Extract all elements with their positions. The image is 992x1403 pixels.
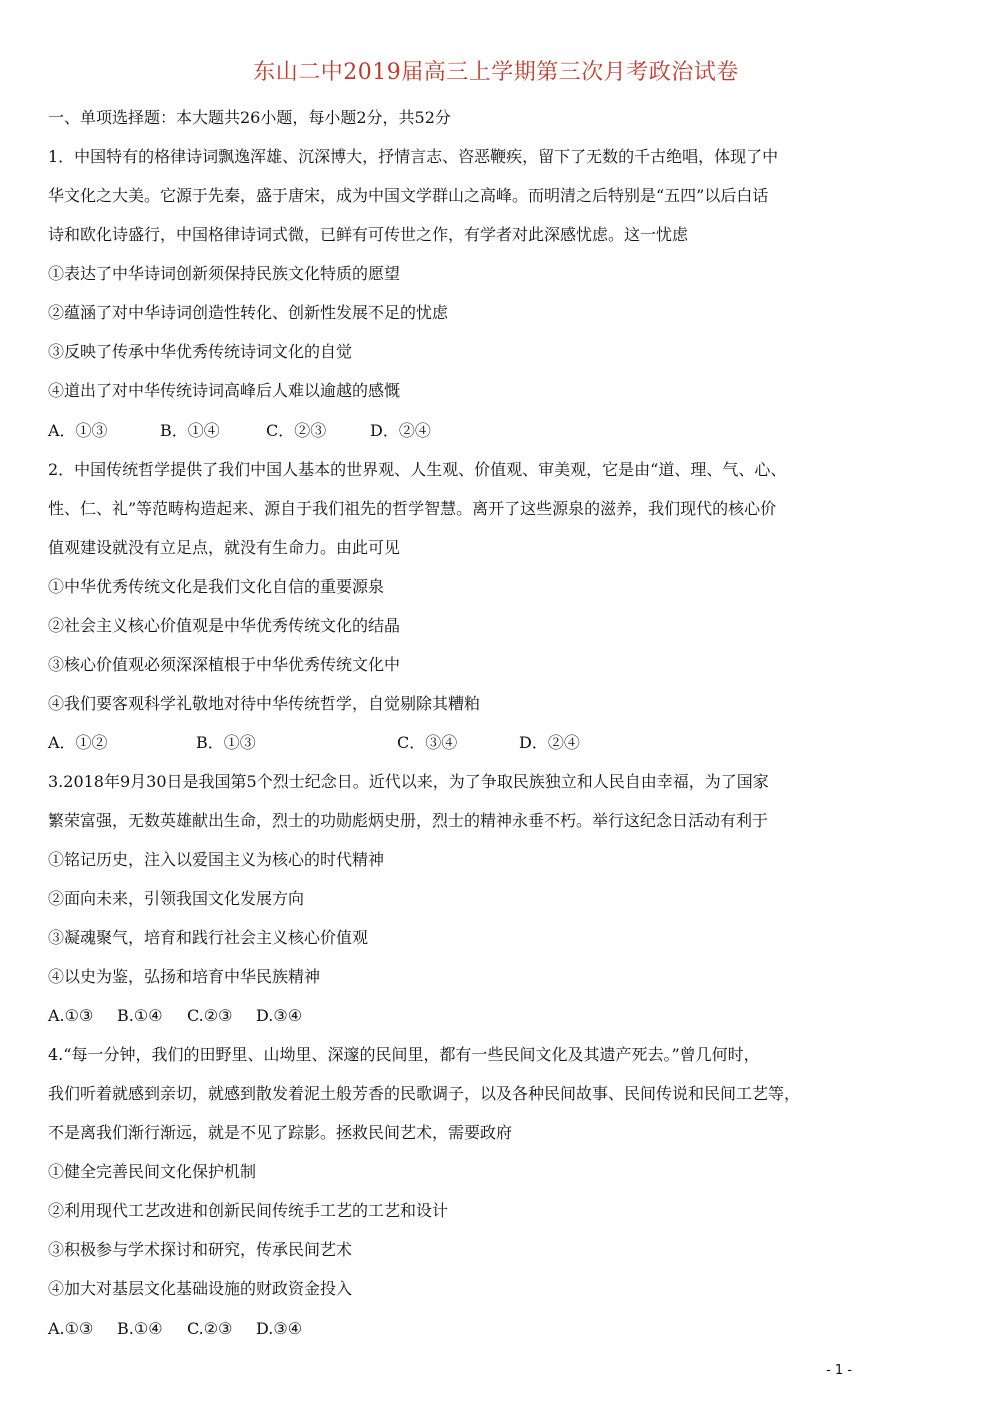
question-1-option-d: D．②④ [370,421,431,440]
question-4-line-2: 我们听着就感到亲切，就感到散发着泥土般芳香的民歌调子，以及各种民间故事、民间传说和民间工艺等， [48,1084,801,1103]
question-2-option-c: C．③④ [397,733,458,752]
question-1-option-a: A．①③ [48,421,108,440]
question-1-statement-1: ①表达了中华诗词创新须保持民族文化特质的愿望 [48,264,401,283]
question-1-option-c: C．②③ [266,421,327,440]
question-2-line-2: 性、仁、礼”等范畴构造起来、源自于我们祖先的哲学智慧。离开了这些源泉的滋养，我们现代的核心价 [48,499,777,518]
exam-title: 东山二中2019届高三上学期第三次月考政治试卷 [253,60,739,85]
question-4-statement-4: ④加大对基层文化基础设施的财政资金投入 [48,1279,353,1298]
question-1-option-b: B．①④ [160,421,220,440]
question-1-statement-3: ③反映了传承中华优秀传统诗词文化的自觉 [48,342,353,361]
question-3-line-1: 3.2018年9月30日是我国第5个烈士纪念日。近代以来，为了争取民族独立和人民自由幸福，为了国家 [48,772,769,791]
question-2-line-3: 值观建设就没有立足点，就没有生命力。由此可见 [48,538,401,557]
question-3-statement-2: ②面向未来，引领我国文化发展方向 [48,889,305,908]
question-2-option-d: D．②④ [519,733,580,752]
question-4-option-d: D.③④ [256,1319,303,1338]
question-3-statement-4: ④以史为鉴，弘扬和培育中华民族精神 [48,967,321,986]
question-3-option-d: D.③④ [256,1006,303,1025]
question-2-line-1: 2．中国传统哲学提供了我们中国人基本的世界观、人生观、价值观、审美观，它是由“道、理、气、心、 [48,460,787,479]
question-2-statement-1: ①中华优秀传统文化是我们文化自信的重要源泉 [48,577,385,596]
question-4-line-1: 4.“每一分钟，我们的田野里、山坳里、深邃的民间里，都有一些民间文化及其遗产死去。”曾几何时， [48,1045,760,1064]
question-2-statement-2: ②社会主义核心价值观是中华优秀传统文化的结晶 [48,616,401,635]
question-1-statement-4: ④道出了对中华传统诗词高峰后人难以逾越的感慨 [48,381,401,400]
question-4-option-a: A.①③ [48,1319,94,1338]
question-1-statement-2: ②蕴涵了对中华诗词创造性转化、创新性发展不足的忧虑 [48,303,449,322]
question-3-line-2: 繁荣富强，无数英雄献出生命，烈士的功勋彪炳史册，烈士的精神永垂不朽。举行这纪念日活动有利于 [48,811,769,830]
question-4-line-3: 不是离我们渐行渐远，就是不见了踪影。拯救民间艺术，需要政府 [48,1123,513,1142]
question-4-statement-1: ①健全完善民间文化保护机制 [48,1162,257,1181]
question-2-statement-3: ③核心价值观必须深深植根于中华优秀传统文化中 [48,655,401,674]
question-3-option-a: A.①③ [48,1006,94,1025]
page-number: - 1 - [826,1363,852,1378]
question-3-statement-1: ①铭记历史，注入以爱国主义为核心的时代精神 [48,850,385,869]
question-2-statement-4: ④我们要客观科学礼敬地对待中华传统哲学，自觉剔除其糟粕 [48,694,481,713]
question-2-option-b: B．①③ [196,733,256,752]
question-3-option-c: C.②③ [187,1006,233,1025]
question-2-option-a: A．①② [48,733,108,752]
question-3-statement-3: ③凝魂聚气，培育和践行社会主义核心价值观 [48,928,369,947]
question-4-statement-3: ③积极参与学术探讨和研究，传承民间艺术 [48,1240,353,1259]
question-4-statement-2: ②利用现代工艺改进和创新民间传统手工艺的工艺和设计 [48,1201,449,1220]
question-3-option-b: B.①④ [117,1006,163,1025]
question-4-option-c: C.②③ [187,1319,233,1338]
section-header: 一、单项选择题：本大题共26小题，每小题2分，共52分 [48,108,451,127]
question-1-line-2: 华文化之大美。它源于先秦，盛于唐宋，成为中国文学群山之高峰。而明清之后特别是“五四”以后白话 [48,186,769,205]
question-1-line-1: 1．中国特有的格律诗词飘逸浑雄、沉深博大，抒情言志、咨恶鞭疾，留下了无数的千古绝唱，体现了中 [48,147,779,166]
question-1-line-3: 诗和欧化诗盛行，中国格律诗词式微，已鲜有可传世之作，有学者对此深感忧虑。这一忧虑 [48,225,689,244]
question-4-option-b: B.①④ [117,1319,163,1338]
